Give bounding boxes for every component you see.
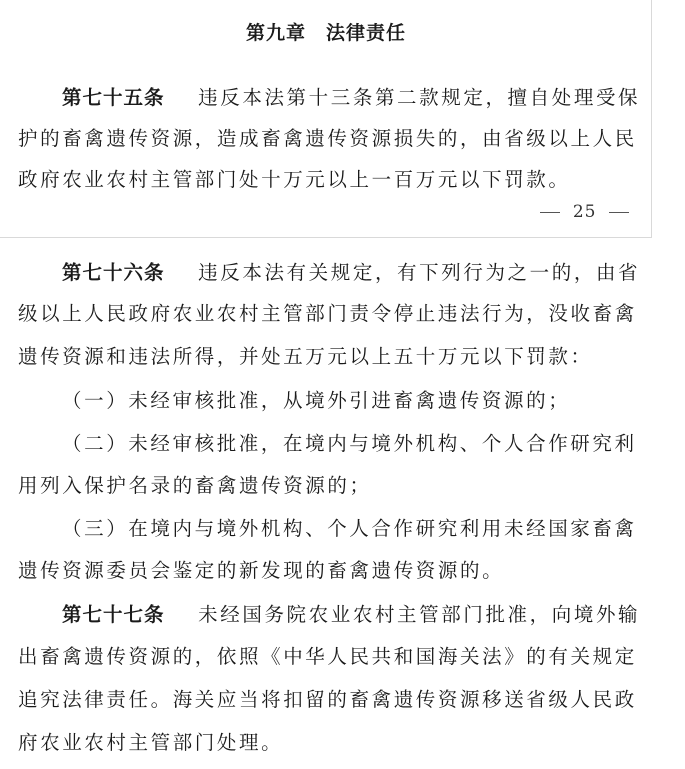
article-77-line-3: 追究法律责任。海关应当将扣留的畜禽遗传资源移送省级人民政: [18, 688, 637, 711]
article-76-item-2-line-2: 用列入保护名录的畜禽遗传资源的；: [18, 474, 372, 497]
page-number: [540, 202, 629, 222]
article-76-title: 第七十六条: [62, 261, 165, 284]
article-77-line-2: 出畜禽遗传资源的，依照《中华人民共和国海关法》的有关规定: [18, 645, 637, 668]
article-77-title: 第七十七条: [62, 603, 165, 626]
article-77-line-1: [62, 599, 640, 627]
dash-right: [609, 212, 629, 213]
article-77-line-4: 府农业农村主管部门处理。: [18, 731, 284, 754]
article-76-line-1: [62, 257, 640, 285]
article-75-line-1: [62, 82, 640, 110]
article-76-item-3-line-2: 遗传资源委员会鉴定的新发现的畜禽遗传资源的。: [18, 559, 505, 582]
article-76-line-2: 级以上人民政府农业农村主管部门责令停止违法行为，没收畜禽: [18, 302, 637, 325]
article-76-line-3: 遗传资源和违法所得，并处五万元以上五十万元以下罚款：: [18, 345, 593, 368]
article-76-item-1: （一）未经审核批准，从境外引进畜禽遗传资源的；: [62, 389, 571, 412]
article-75-line-2: 护的畜禽遗传资源，造成畜禽遗传资源损失的，由省级以上人民: [18, 127, 637, 150]
previous-page-block: [0, 0, 652, 238]
article-76-item-2-line-1: （二）未经审核批准，在境内与境外机构、个人合作研究利: [62, 432, 637, 455]
dash-left: [540, 212, 560, 213]
article-77-text: 未经国务院农业农村主管部门批准，向境外输: [198, 603, 641, 626]
article-75-title: 第七十五条: [62, 86, 165, 109]
article-76-item-3-line-1: （三）在境内与境外机构、个人合作研究利用未经国家畜禽: [62, 517, 637, 540]
chapter-title: 第九章 法律责任: [245, 22, 406, 44]
page-number-value: 25: [572, 202, 597, 222]
article-75-text: 违反本法第十三条第二款规定，擅自处理受保: [198, 86, 641, 109]
article-75-line-3: 政府农业农村主管部门处十万元以上一百万元以下罚款。: [18, 168, 571, 191]
article-76-text: 违反本法有关规定，有下列行为之一的，由省: [198, 261, 641, 284]
